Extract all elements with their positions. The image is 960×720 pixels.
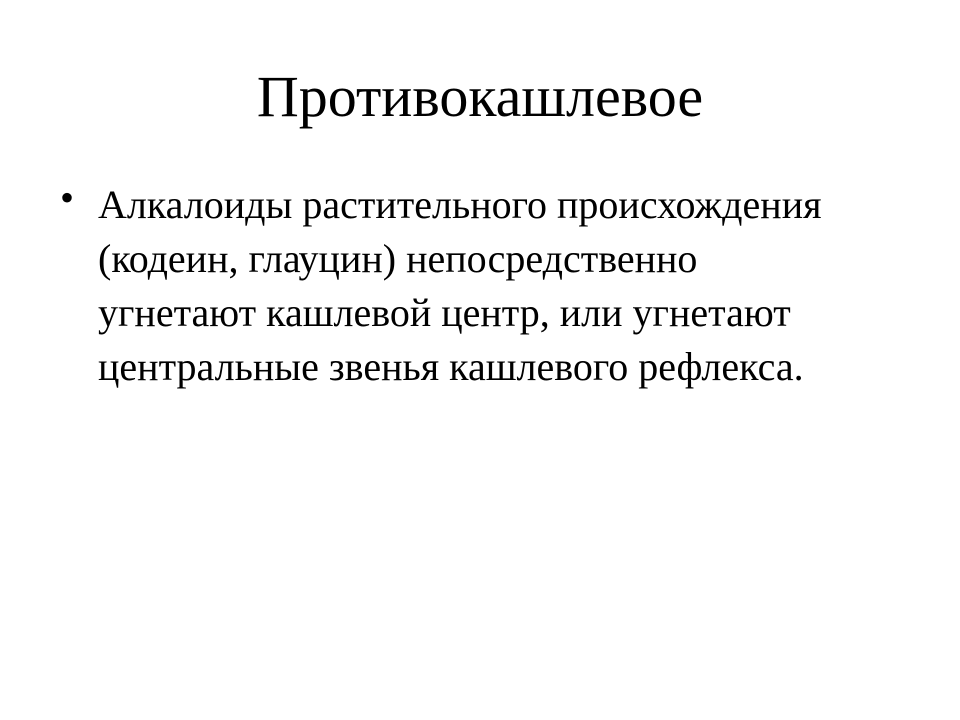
- bullet-text-line-3: угнетают кашлевой центр, или угнетают: [98, 290, 791, 335]
- bullet-text-line-2: (кодеин, глауцин) непосредственно: [98, 236, 698, 281]
- bullet-item: [60, 175, 890, 394]
- bullet-text-line-1: Алкалоиды растительного происхождения: [98, 182, 822, 227]
- bullet-list: [60, 175, 890, 394]
- bullet-dot-icon: •: [60, 175, 75, 220]
- slide-title: Противокашлевое: [256, 64, 704, 129]
- bullet-text-line-4: центральные звенья кашлевого рефлекса.: [98, 344, 804, 389]
